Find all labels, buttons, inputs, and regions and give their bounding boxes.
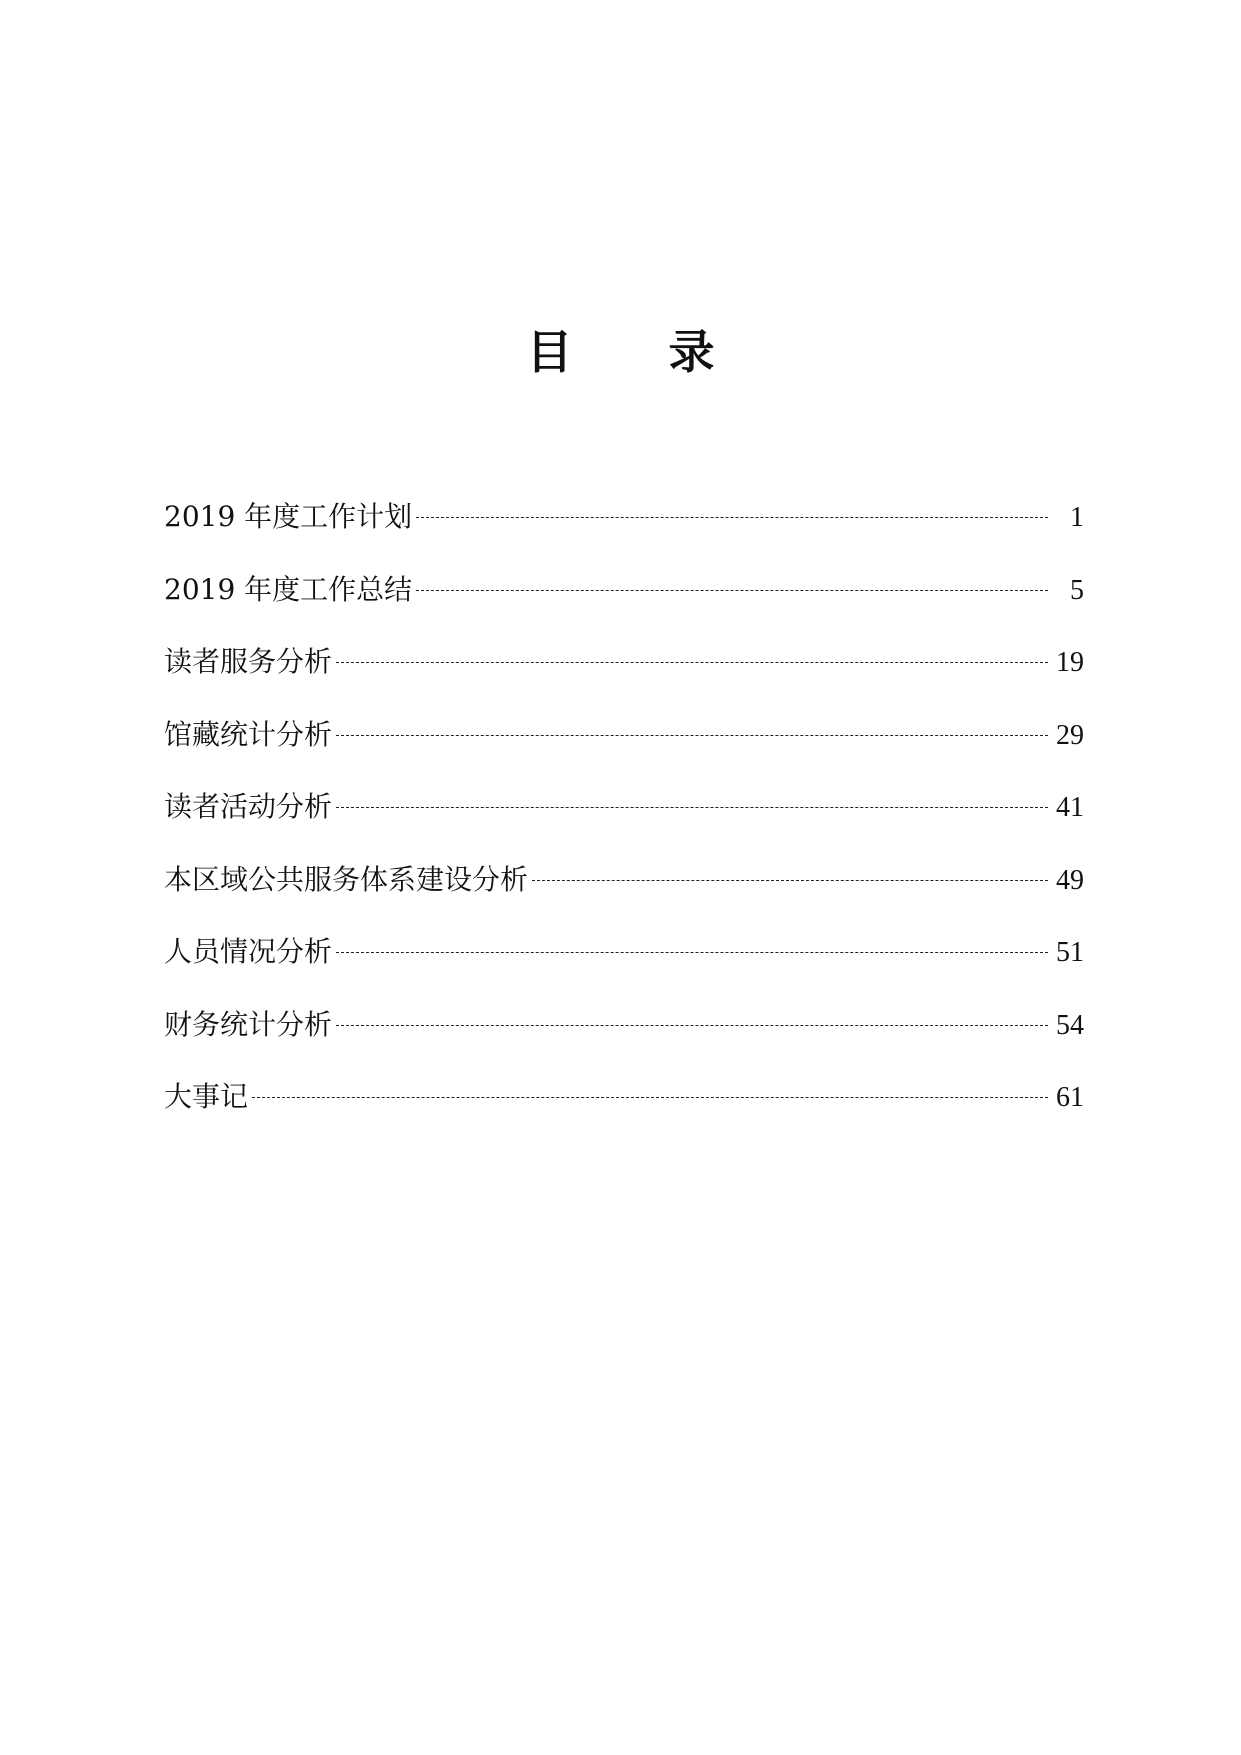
toc-page-number: 1 [1070, 502, 1084, 533]
toc-page-number: 29 [1056, 719, 1084, 751]
toc-entry[interactable] [164, 860, 1084, 933]
toc-entry-label: 财务统计分析 [164, 1007, 333, 1041]
toc-page-number: 61 [1056, 1082, 1084, 1113]
toc-dot-leader [336, 952, 1048, 953]
toc-entry-label: 读者活动分析 [164, 790, 333, 823]
toc-entry-label: 读者服务分析 [164, 645, 333, 678]
toc-title: 目 录 [526, 325, 755, 379]
toc-entry-label: 2019 年度工作计划 [164, 500, 413, 533]
toc-entry-label: 人员情况分析 [164, 935, 333, 968]
toc-entry[interactable] [164, 715, 1084, 788]
toc-dot-leader [336, 735, 1048, 736]
toc-dot-leader [336, 662, 1048, 663]
toc-entry[interactable] [164, 642, 1084, 715]
toc-page-number: 54 [1056, 1009, 1084, 1041]
toc-page-number: 41 [1056, 792, 1084, 823]
toc-entry[interactable] [164, 1077, 1084, 1150]
toc-entry-label: 本区域公共服务体系建设分析 [164, 862, 529, 896]
toc-page-number: 51 [1056, 937, 1084, 968]
toc-dot-leader [336, 807, 1048, 808]
toc-entry-label: 大事记 [164, 1080, 249, 1113]
toc-dot-leader [252, 1097, 1048, 1098]
toc-entry[interactable] [164, 497, 1084, 570]
toc-entry[interactable] [164, 932, 1084, 1005]
toc-page-number: 5 [1070, 574, 1084, 606]
toc-entry-label: 馆藏统计分析 [164, 717, 333, 751]
toc-dot-leader [532, 880, 1048, 881]
toc-entry[interactable] [164, 570, 1084, 643]
toc-dot-leader [416, 590, 1048, 591]
toc-entry[interactable] [164, 1005, 1084, 1078]
table-of-contents [164, 497, 1084, 1150]
toc-entry-label: 2019 年度工作总结 [164, 572, 413, 606]
toc-page-number: 19 [1056, 647, 1084, 678]
toc-dot-leader [336, 1025, 1048, 1026]
toc-entry[interactable] [164, 787, 1084, 860]
toc-dot-leader [416, 517, 1048, 518]
toc-page-number: 49 [1056, 864, 1084, 896]
